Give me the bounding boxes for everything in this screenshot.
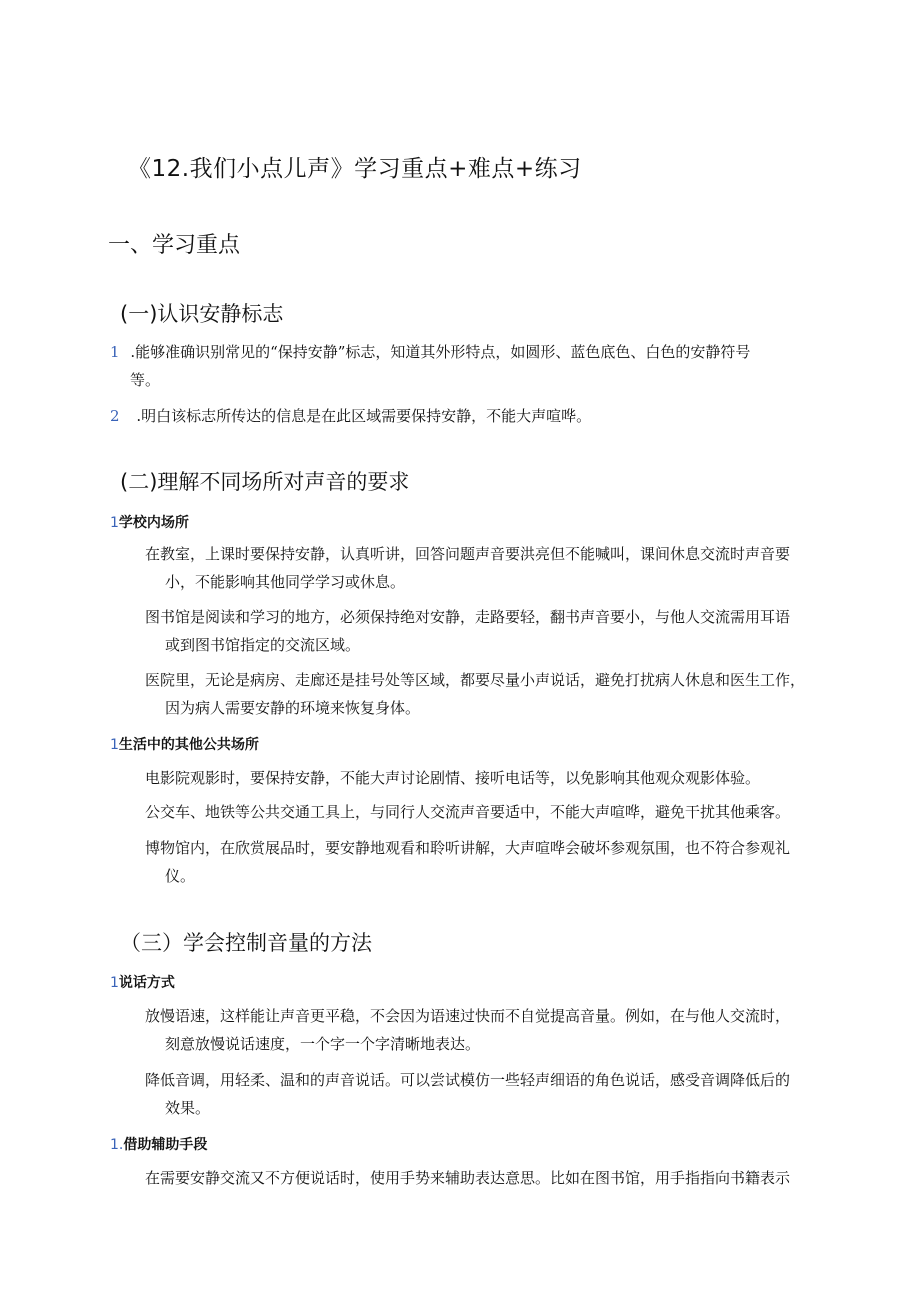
paragraph-line: 公交车、地铁等公共交通工具上，与同行人交流声音要适中，不能大声喧哗，避免干扰其他乘客。 bbox=[145, 803, 791, 821]
part-heading-volume-control: （三）学会控制音量的方法 bbox=[120, 931, 372, 955]
subheading-aids bbox=[110, 1134, 207, 1154]
list-item bbox=[110, 406, 591, 426]
paragraph-line: 博物馆内，在欣赏展品时，要安静地观看和聆听讲解，大声喧哗会破坏参观氛围，也不符合参观礼 bbox=[145, 839, 791, 857]
list-item bbox=[110, 342, 750, 362]
subheading-public-places bbox=[110, 734, 259, 754]
paragraph-line: 仪。 bbox=[165, 867, 196, 885]
subheading-number: 1 bbox=[110, 515, 119, 531]
subheading-school bbox=[110, 512, 189, 532]
item-number: 2 bbox=[110, 407, 120, 425]
paragraph-line: 或到图书馆指定的交流区域。 bbox=[165, 636, 361, 654]
subheading-number: 1. bbox=[110, 1137, 124, 1153]
paragraph-line: 放慢语速，这样能让声音更平稳，不会因为语速过快而不自觉提高音量。例如，在与他人交流时， bbox=[145, 1007, 791, 1025]
subheading-label: 借助辅助手段 bbox=[123, 1137, 208, 1153]
paragraph-line: 在教室，上课时要保持安静，认真听讲，回答问题声音要洪亮但不能喊叫，课间休息交流时声音要 bbox=[145, 545, 791, 563]
paragraph-line: 效果。 bbox=[165, 1099, 211, 1117]
subheading-label: 生活中的其他公共场所 bbox=[118, 737, 259, 753]
paragraph-line: 电影院观影时，要保持安静，不能大声讨论剧情、接听电话等，以免影响其他观众观影体验。 bbox=[145, 769, 761, 787]
paragraph-line: 图书馆是阅读和学习的地方，必须保持绝对安静，走路要轻，翻书声音要小，与他人交流需用耳语 bbox=[145, 608, 791, 626]
subheading-number: 1 bbox=[110, 975, 119, 991]
part-heading-place-requirements: (二)理解不同场所对声音的要求 bbox=[120, 470, 410, 494]
paragraph-line: 降低音调，用轻柔、温和的声音说话。可以尝试模仿一些轻声细语的角色说话，感受音调降低后的 bbox=[145, 1071, 791, 1089]
part-heading-recognize-sign: (一)认识安静标志 bbox=[120, 302, 284, 326]
subheading-speaking-style bbox=[110, 972, 175, 992]
paragraph-line: 在需要安静交流又不方便说话时，使用手势来辅助表达意思。比如在图书馆，用手指指向书籍表示 bbox=[145, 1169, 791, 1187]
item-text: .能够准确识别常见的“保持安静”标志，知道其外形特点，如圆形、蓝色底色、白色的安静符号 bbox=[130, 343, 751, 361]
paragraph-line: 医院里，无论是病房、走廊还是挂号处等区域，都要尽量小声说话，避免打扰病人休息和医生工作， bbox=[145, 671, 806, 689]
item-text: .明白该标志所传达的信息是在此区域需要保持安静，不能大声喧哗。 bbox=[136, 407, 592, 425]
item-text-continued: 等。 bbox=[130, 371, 161, 389]
paragraph-line: 小，不能影响其他同学学习或休息。 bbox=[165, 573, 406, 591]
subheading-label: 说话方式 bbox=[118, 975, 175, 991]
item-number: 1 bbox=[110, 343, 120, 361]
subheading-label: 学校内场所 bbox=[118, 515, 189, 531]
paragraph-line: 刻意放慢说话速度，一个字一个字清晰地表达。 bbox=[165, 1035, 481, 1053]
section-heading-key-points: 一、学习重点 bbox=[108, 233, 241, 258]
document-title: 《12.我们小点儿声》学习重点+难点+练习 bbox=[128, 156, 582, 182]
subheading-number: 1 bbox=[110, 737, 119, 753]
paragraph-line: 因为病人需要安静的环境来恢复身体。 bbox=[165, 699, 421, 717]
